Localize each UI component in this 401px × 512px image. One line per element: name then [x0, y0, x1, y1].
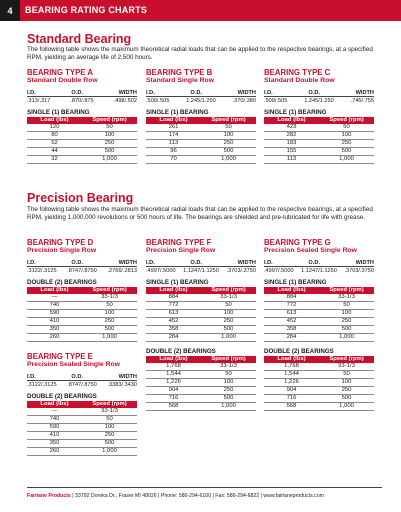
- speed-cell: 500: [319, 326, 374, 334]
- speed-cell: 33-1/3: [82, 408, 137, 416]
- speed-cell: 1,000: [82, 448, 137, 456]
- speed-cell: 250: [201, 140, 256, 148]
- table-row: [27, 302, 137, 310]
- load-cell: 740: [27, 416, 82, 424]
- load-cell: —: [27, 294, 82, 302]
- load-cell: 740: [27, 302, 82, 310]
- bearing-block: [27, 352, 137, 456]
- speed-cell: 250: [319, 140, 374, 148]
- bearing-type-title: BEARING TYPE E: [27, 352, 93, 361]
- dimension-values: [146, 96, 256, 104]
- load-header: Load (lbs): [264, 287, 319, 294]
- footer: [27, 493, 324, 499]
- table-row: [27, 432, 137, 440]
- table-row: [264, 294, 374, 302]
- table-row: [264, 363, 374, 371]
- page-number: 4: [0, 0, 20, 21]
- load-cell: 183: [264, 140, 319, 148]
- rating-table: [264, 287, 374, 342]
- table-row: [27, 294, 137, 302]
- load-cell: 410: [27, 432, 82, 440]
- load-cell: 1,768: [264, 363, 319, 371]
- table-row: [27, 448, 137, 456]
- speed-cell: 1,000: [319, 334, 374, 342]
- table-row: [264, 124, 374, 132]
- speed-cell: 250: [82, 432, 137, 440]
- dimension-values: [264, 96, 374, 104]
- load-cell: 260: [27, 334, 82, 342]
- table-row: [27, 440, 137, 448]
- od-label: O.D.: [71, 260, 83, 266]
- table-row: [146, 132, 256, 140]
- speed-header: Speed (rpm): [82, 401, 137, 408]
- table-row: [264, 156, 374, 164]
- speed-cell: 1,000: [319, 403, 374, 411]
- bearing-section-label: SINGLE (1) BEARING: [264, 109, 327, 116]
- speed-cell: 250: [319, 318, 374, 326]
- bearing-block: [264, 238, 374, 411]
- bearing-block: [264, 68, 374, 164]
- bearing-type-subtitle: Precision Single Row: [27, 247, 97, 254]
- bearing-section-label: SINGLE (1) BEARING: [27, 109, 90, 116]
- table-header-row: [146, 287, 256, 294]
- table-header-row: [264, 117, 374, 124]
- table-header-row: [27, 117, 137, 124]
- bearing-type-title: BEARING TYPE A: [27, 68, 93, 77]
- bearing-block: [146, 68, 256, 164]
- speed-cell: 33-1/3: [201, 294, 256, 302]
- table-row: [264, 395, 374, 403]
- od-value: .870/.875: [70, 98, 94, 104]
- width-value: .3703/.3750: [226, 268, 256, 274]
- load-cell: 174: [146, 132, 201, 140]
- load-cell: 716: [146, 395, 201, 403]
- id-label: I.D.: [146, 260, 155, 266]
- table-row: [146, 334, 256, 342]
- speed-cell: 100: [82, 132, 137, 140]
- table-row: [27, 416, 137, 424]
- width-value: .3383/.3430: [107, 382, 137, 388]
- rating-table: [27, 117, 137, 164]
- width-label: WIDTH: [118, 260, 137, 266]
- speed-cell: 1,000: [82, 334, 137, 342]
- dimension-values: [27, 380, 137, 388]
- speed-cell: 1,000: [319, 156, 374, 164]
- load-cell: 358: [146, 326, 201, 334]
- width-value: .745/.755: [350, 98, 374, 104]
- table-row: [146, 156, 256, 164]
- table-header-row: [27, 287, 137, 294]
- rating-table: [146, 356, 256, 411]
- speed-cell: 250: [319, 387, 374, 395]
- speed-cell: 50: [319, 371, 374, 379]
- speed-cell: 1,000: [82, 156, 137, 164]
- table-row: [27, 424, 137, 432]
- load-cell: 350: [27, 326, 82, 334]
- speed-cell: 100: [82, 310, 137, 318]
- bearing-type-title: BEARING TYPE B: [146, 68, 213, 77]
- table-header-row: [27, 401, 137, 408]
- load-cell: 1,226: [146, 379, 201, 387]
- load-cell: 52: [27, 140, 82, 148]
- speed-cell: 50: [319, 124, 374, 132]
- bearing-section-label: DOUBLE (2) BEARINGS: [264, 348, 334, 355]
- table-row: [27, 140, 137, 148]
- load-cell: 96: [146, 148, 201, 156]
- footer-divider: [27, 487, 382, 488]
- speed-cell: 50: [82, 124, 137, 132]
- speed-cell: 100: [319, 132, 374, 140]
- id-label: I.D.: [27, 374, 36, 380]
- speed-cell: 33-1/3: [319, 363, 374, 371]
- load-cell: 44: [27, 148, 82, 156]
- table-row: [27, 124, 137, 132]
- speed-cell: 50: [201, 371, 256, 379]
- table-row: [146, 140, 256, 148]
- speed-header: Speed (rpm): [201, 356, 256, 363]
- speed-header: Speed (rpm): [319, 287, 374, 294]
- width-value: .498/.502: [113, 98, 137, 104]
- table-row: [264, 379, 374, 387]
- load-header: Load (lbs): [27, 401, 82, 408]
- od-value: .8747/.8750: [67, 382, 97, 388]
- speed-cell: 33-1/3: [319, 294, 374, 302]
- od-value: 1.1247/1.1250: [301, 268, 337, 274]
- rating-table: [146, 287, 256, 342]
- id-label: I.D.: [27, 260, 36, 266]
- speed-cell: 100: [319, 379, 374, 387]
- rating-table: [27, 401, 137, 456]
- bearing-type-title: BEARING TYPE F: [146, 238, 212, 247]
- table-row: [27, 408, 137, 416]
- table-row: [264, 371, 374, 379]
- od-value: .8747/.8750: [67, 268, 97, 274]
- rating-table: [264, 117, 374, 164]
- load-cell: 261: [146, 124, 201, 132]
- load-cell: 284: [146, 334, 201, 342]
- bearing-block: [146, 238, 256, 411]
- load-cell: 568: [264, 403, 319, 411]
- id-label: I.D.: [264, 260, 273, 266]
- table-row: [146, 148, 256, 156]
- load-cell: 613: [264, 310, 319, 318]
- load-cell: 590: [27, 424, 82, 432]
- load-header: Load (lbs): [146, 287, 201, 294]
- load-header: Load (lbs): [146, 117, 201, 124]
- bearing-section-label: SINGLE (1) BEARING: [146, 279, 209, 286]
- load-cell: 884: [264, 294, 319, 302]
- speed-header: Speed (rpm): [319, 356, 374, 363]
- load-cell: 590: [27, 310, 82, 318]
- bearing-type-subtitle: Precision Sealed Single Row: [27, 361, 120, 368]
- bearing-block: [27, 238, 137, 342]
- width-label: WIDTH: [237, 260, 256, 266]
- speed-cell: 500: [82, 440, 137, 448]
- standard-bearing-title: Standard Bearing: [27, 32, 132, 46]
- load-cell: 113: [264, 156, 319, 164]
- speed-cell: 100: [201, 132, 256, 140]
- id-value: .500/.505: [264, 98, 288, 104]
- load-header: Load (lbs): [146, 356, 201, 363]
- table-row: [146, 124, 256, 132]
- load-header: Load (lbs): [27, 287, 82, 294]
- table-row: [27, 148, 137, 156]
- speed-header: Speed (rpm): [82, 287, 137, 294]
- od-label: O.D.: [71, 90, 83, 96]
- width-label: WIDTH: [118, 90, 137, 96]
- od-label: O.D.: [190, 260, 202, 266]
- bearing-type-title: BEARING TYPE G: [264, 238, 331, 247]
- table-row: [146, 387, 256, 395]
- speed-header: Speed (rpm): [201, 117, 256, 124]
- standard-bearing-intro: The following table shows the maximum theoretical radial loads that can be applied to the respective bearings, at a specified RPM, yielding an average life of 2,500 hours.: [27, 46, 373, 62]
- table-row: [264, 334, 374, 342]
- id-value: .500/.505: [146, 98, 170, 104]
- id-label: I.D.: [27, 90, 36, 96]
- speed-cell: 50: [319, 302, 374, 310]
- table-row: [27, 334, 137, 342]
- table-row: [146, 318, 256, 326]
- bearing-section-label: DOUBLE (2) BEARINGS: [27, 393, 97, 400]
- od-value: 1.1247/1.1250: [183, 268, 219, 274]
- speed-cell: 50: [82, 302, 137, 310]
- table-row: [27, 326, 137, 334]
- load-cell: 423: [264, 124, 319, 132]
- header-title: BEARING RATING CHARTS: [25, 5, 148, 15]
- od-value: 1.245/1.250: [304, 98, 334, 104]
- od-value: 1.245/1.250: [186, 98, 216, 104]
- table-row: [146, 310, 256, 318]
- speed-cell: 1,000: [201, 334, 256, 342]
- speed-cell: 500: [82, 148, 137, 156]
- table-row: [264, 403, 374, 411]
- table-row: [264, 302, 374, 310]
- speed-cell: 100: [319, 310, 374, 318]
- dimension-values: [264, 266, 374, 274]
- speed-header: Speed (rpm): [201, 287, 256, 294]
- id-value: .4997/.5000: [264, 268, 294, 274]
- table-row: [146, 379, 256, 387]
- load-cell: 568: [146, 403, 201, 411]
- table-row: [27, 132, 137, 140]
- load-cell: 70: [146, 156, 201, 164]
- load-cell: 1,544: [264, 371, 319, 379]
- load-cell: 613: [146, 310, 201, 318]
- table-row: [146, 371, 256, 379]
- bearing-type-title: BEARING TYPE D: [27, 238, 94, 247]
- speed-cell: 50: [201, 124, 256, 132]
- table-row: [146, 326, 256, 334]
- id-value: .3122/.3125: [27, 268, 57, 274]
- speed-cell: 250: [82, 318, 137, 326]
- load-cell: 282: [264, 132, 319, 140]
- speed-cell: 250: [201, 318, 256, 326]
- table-header-row: [264, 356, 374, 363]
- table-row: [146, 395, 256, 403]
- page-header: [0, 0, 401, 21]
- dimension-values: [146, 266, 256, 274]
- load-cell: —: [27, 408, 82, 416]
- speed-cell: 250: [82, 140, 137, 148]
- od-label: O.D.: [308, 90, 320, 96]
- rating-table: [146, 117, 256, 164]
- table-header-row: [146, 117, 256, 124]
- width-label: WIDTH: [118, 374, 137, 380]
- table-row: [146, 363, 256, 371]
- load-cell: 284: [264, 334, 319, 342]
- speed-cell: 33-1/3: [201, 363, 256, 371]
- table-row: [146, 294, 256, 302]
- od-label: O.D.: [308, 260, 320, 266]
- width-label: WIDTH: [355, 260, 374, 266]
- speed-header: Speed (rpm): [82, 117, 137, 124]
- bearing-section-label: DOUBLE (2) BEARINGS: [27, 279, 97, 286]
- load-cell: 904: [264, 387, 319, 395]
- table-row: [264, 326, 374, 334]
- bearing-type-subtitle: Standard Single Row: [146, 77, 214, 84]
- bearing-type-subtitle: Precision Single Row: [146, 247, 216, 254]
- id-label: I.D.: [146, 90, 155, 96]
- precision-bearing-intro: The following table shows the maximum theoretical radial loads that can be applied to the respective bearings, at a specified RPM, yielding 1,000,000 revolutions or 500 hours of life. The bearings are shielded and pre-lubricated for life with grease.: [27, 206, 373, 222]
- load-cell: 260: [27, 448, 82, 456]
- speed-cell: 50: [82, 416, 137, 424]
- load-cell: 410: [27, 318, 82, 326]
- load-cell: 772: [146, 302, 201, 310]
- load-cell: 904: [146, 387, 201, 395]
- speed-cell: 500: [319, 395, 374, 403]
- dimension-values: [27, 266, 137, 274]
- bearing-type-title: BEARING TYPE C: [264, 68, 331, 77]
- load-cell: 350: [27, 440, 82, 448]
- width-label: WIDTH: [355, 90, 374, 96]
- load-header: Load (lbs): [264, 356, 319, 363]
- id-value: .4997/.5000: [146, 268, 176, 274]
- id-value: .3122/.3125: [27, 382, 57, 388]
- od-label: O.D.: [190, 90, 202, 96]
- load-cell: 120: [27, 124, 82, 132]
- load-cell: 772: [264, 302, 319, 310]
- speed-cell: 33-1/3: [82, 294, 137, 302]
- bearing-type-subtitle: Standard Double Row: [264, 77, 335, 84]
- speed-cell: 100: [201, 379, 256, 387]
- width-value: .3703/.3750: [344, 268, 374, 274]
- load-cell: 1,226: [264, 379, 319, 387]
- id-value: .313/.317: [27, 98, 51, 104]
- rating-table: [264, 356, 374, 411]
- speed-header: Speed (rpm): [319, 117, 374, 124]
- table-row: [264, 318, 374, 326]
- bearing-section-label: SINGLE (1) BEARING: [146, 109, 209, 116]
- precision-bearing-title: Precision Bearing: [27, 191, 134, 205]
- load-cell: 716: [264, 395, 319, 403]
- table-row: [27, 156, 137, 164]
- rating-table: [27, 287, 137, 342]
- load-header: Load (lbs): [27, 117, 82, 124]
- speed-cell: 500: [201, 326, 256, 334]
- speed-cell: 1,000: [201, 403, 256, 411]
- bearing-block: [27, 68, 137, 164]
- table-header-row: [146, 356, 256, 363]
- table-row: [27, 318, 137, 326]
- table-row: [264, 310, 374, 318]
- table-row: [264, 387, 374, 395]
- load-cell: 32: [27, 156, 82, 164]
- id-label: I.D.: [264, 90, 273, 96]
- load-header: Load (lbs): [264, 117, 319, 124]
- load-cell: 80: [27, 132, 82, 140]
- width-value: .2766/.2813: [107, 268, 137, 274]
- load-cell: 113: [146, 140, 201, 148]
- footer-contact: | 33792 Doreka Dr., Fraser MI 48026 | Phone: 586-294-6100 | Fax: 586-294-6822 | www.fairlaneproducts.com: [70, 493, 324, 499]
- od-label: O.D.: [71, 374, 83, 380]
- width-value: .370/.380: [232, 98, 256, 104]
- load-cell: 452: [146, 318, 201, 326]
- speed-cell: 100: [82, 424, 137, 432]
- table-row: [146, 302, 256, 310]
- speed-cell: 1,000: [201, 156, 256, 164]
- bearing-type-subtitle: Standard Double Row: [27, 77, 98, 84]
- speed-cell: 500: [201, 148, 256, 156]
- footer-brand: Fairlane Products: [27, 493, 71, 499]
- bearing-section-label: DOUBLE (2) BEARINGS: [146, 348, 216, 355]
- width-label: WIDTH: [237, 90, 256, 96]
- table-row: [264, 140, 374, 148]
- load-cell: 452: [264, 318, 319, 326]
- bearing-section-label: SINGLE (1) BEARING: [264, 279, 327, 286]
- speed-cell: 500: [201, 395, 256, 403]
- table-row: [146, 403, 256, 411]
- load-cell: 884: [146, 294, 201, 302]
- speed-cell: 250: [201, 387, 256, 395]
- table-row: [264, 132, 374, 140]
- table-row: [264, 148, 374, 156]
- table-row: [27, 310, 137, 318]
- load-cell: 1,768: [146, 363, 201, 371]
- load-cell: 155: [264, 148, 319, 156]
- dimension-values: [27, 96, 137, 104]
- load-cell: 1,544: [146, 371, 201, 379]
- speed-cell: 50: [201, 302, 256, 310]
- load-cell: 358: [264, 326, 319, 334]
- speed-cell: 500: [319, 148, 374, 156]
- speed-cell: 500: [82, 326, 137, 334]
- bearing-type-subtitle: Precision Sealed Single Row: [264, 247, 357, 254]
- table-header-row: [264, 287, 374, 294]
- speed-cell: 100: [201, 310, 256, 318]
